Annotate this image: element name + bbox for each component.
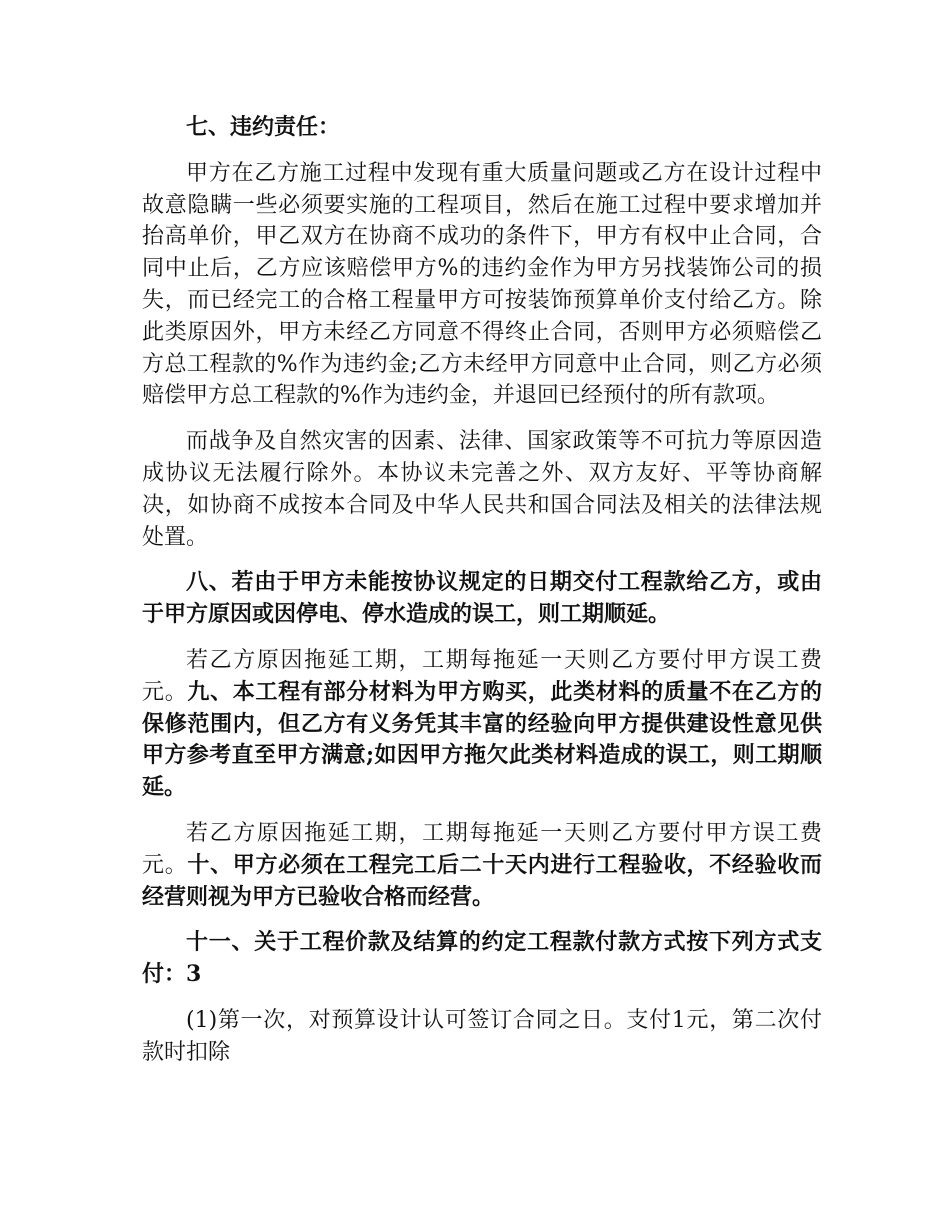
section-11-title: 十一、关于工程价款及结算的约定工程款付款方式按下列方式支付：3 [142,929,822,988]
delay-penalty-text-2: 若乙方原因拖延工期，工期每拖延一天则乙方要付甲方误工费元。 [142,820,822,878]
section-9-text: 九、本工程有部分材料为甲方购买，此类材料的质量不在乙方的保修范围内，但乙方有义务凭其丰富的经验向甲方提供建设性意见供甲方参考直至甲方满意;如因甲方拖欠此类材料造成的误工，则工期顺延。 [142,678,822,801]
delay-penalty-paragraph-2 [142,818,822,913]
section-10-text: 十、甲方必须在工程完工后二十天内进行工程验收，不经验收而经营则视为甲方已验收合格而经营。 [142,851,822,910]
delay-penalty-paragraph-1 [142,645,822,804]
section-7-title: 七、违约责任： [186,114,341,140]
section-8-title: 八、若由于甲方未能按协议规定的日期交付工程款给乙方，或由于甲方原因或因停电、停水造成的误工，则工期顺延。 [142,569,822,628]
breach-liability-paragraph: 甲方在乙方施工过程中发现有重大质量问题或乙方在设计过程中故意隐瞒一些必须要实施的工程项目，然后在施工过程中要求增加并抬高单价，甲乙双方在协商不成功的条件下，甲方有权中止合同，合同中止后，乙方应该赔偿甲方%的违约金作为甲方另找装饰公司的损失，而已经完工的合格工程量甲方可按装饰预算单价支付给乙方。除此类原因外，甲方未经乙方同意不得终止合同，否则甲方必须赔偿乙方总工程款的%作为违约金;乙方未经甲方同意中止合同，则乙方必须赔偿甲方总工程款的%作为违约金，并退回已经预付的所有款项。 [142,160,822,409]
force-majeure-paragraph: 而战争及自然灾害的因素、法律、国家政策等不可抗力等原因造成协议无法履行除外。本协议未完善之外、双方友好、平等协商解决，如协商不成按本合同及中华人民共和国合同法及相关的法律法规处置。 [142,429,822,550]
payment-item-1: (1)第一次，对预算设计认可签订合同之日。支付1元，第二次付款时扣除 [142,1007,822,1065]
document-page [142,112,822,1083]
delay-penalty-text: 若乙方原因拖延工期，工期每拖延一天则乙方要付甲方误工费元。 [142,647,822,705]
